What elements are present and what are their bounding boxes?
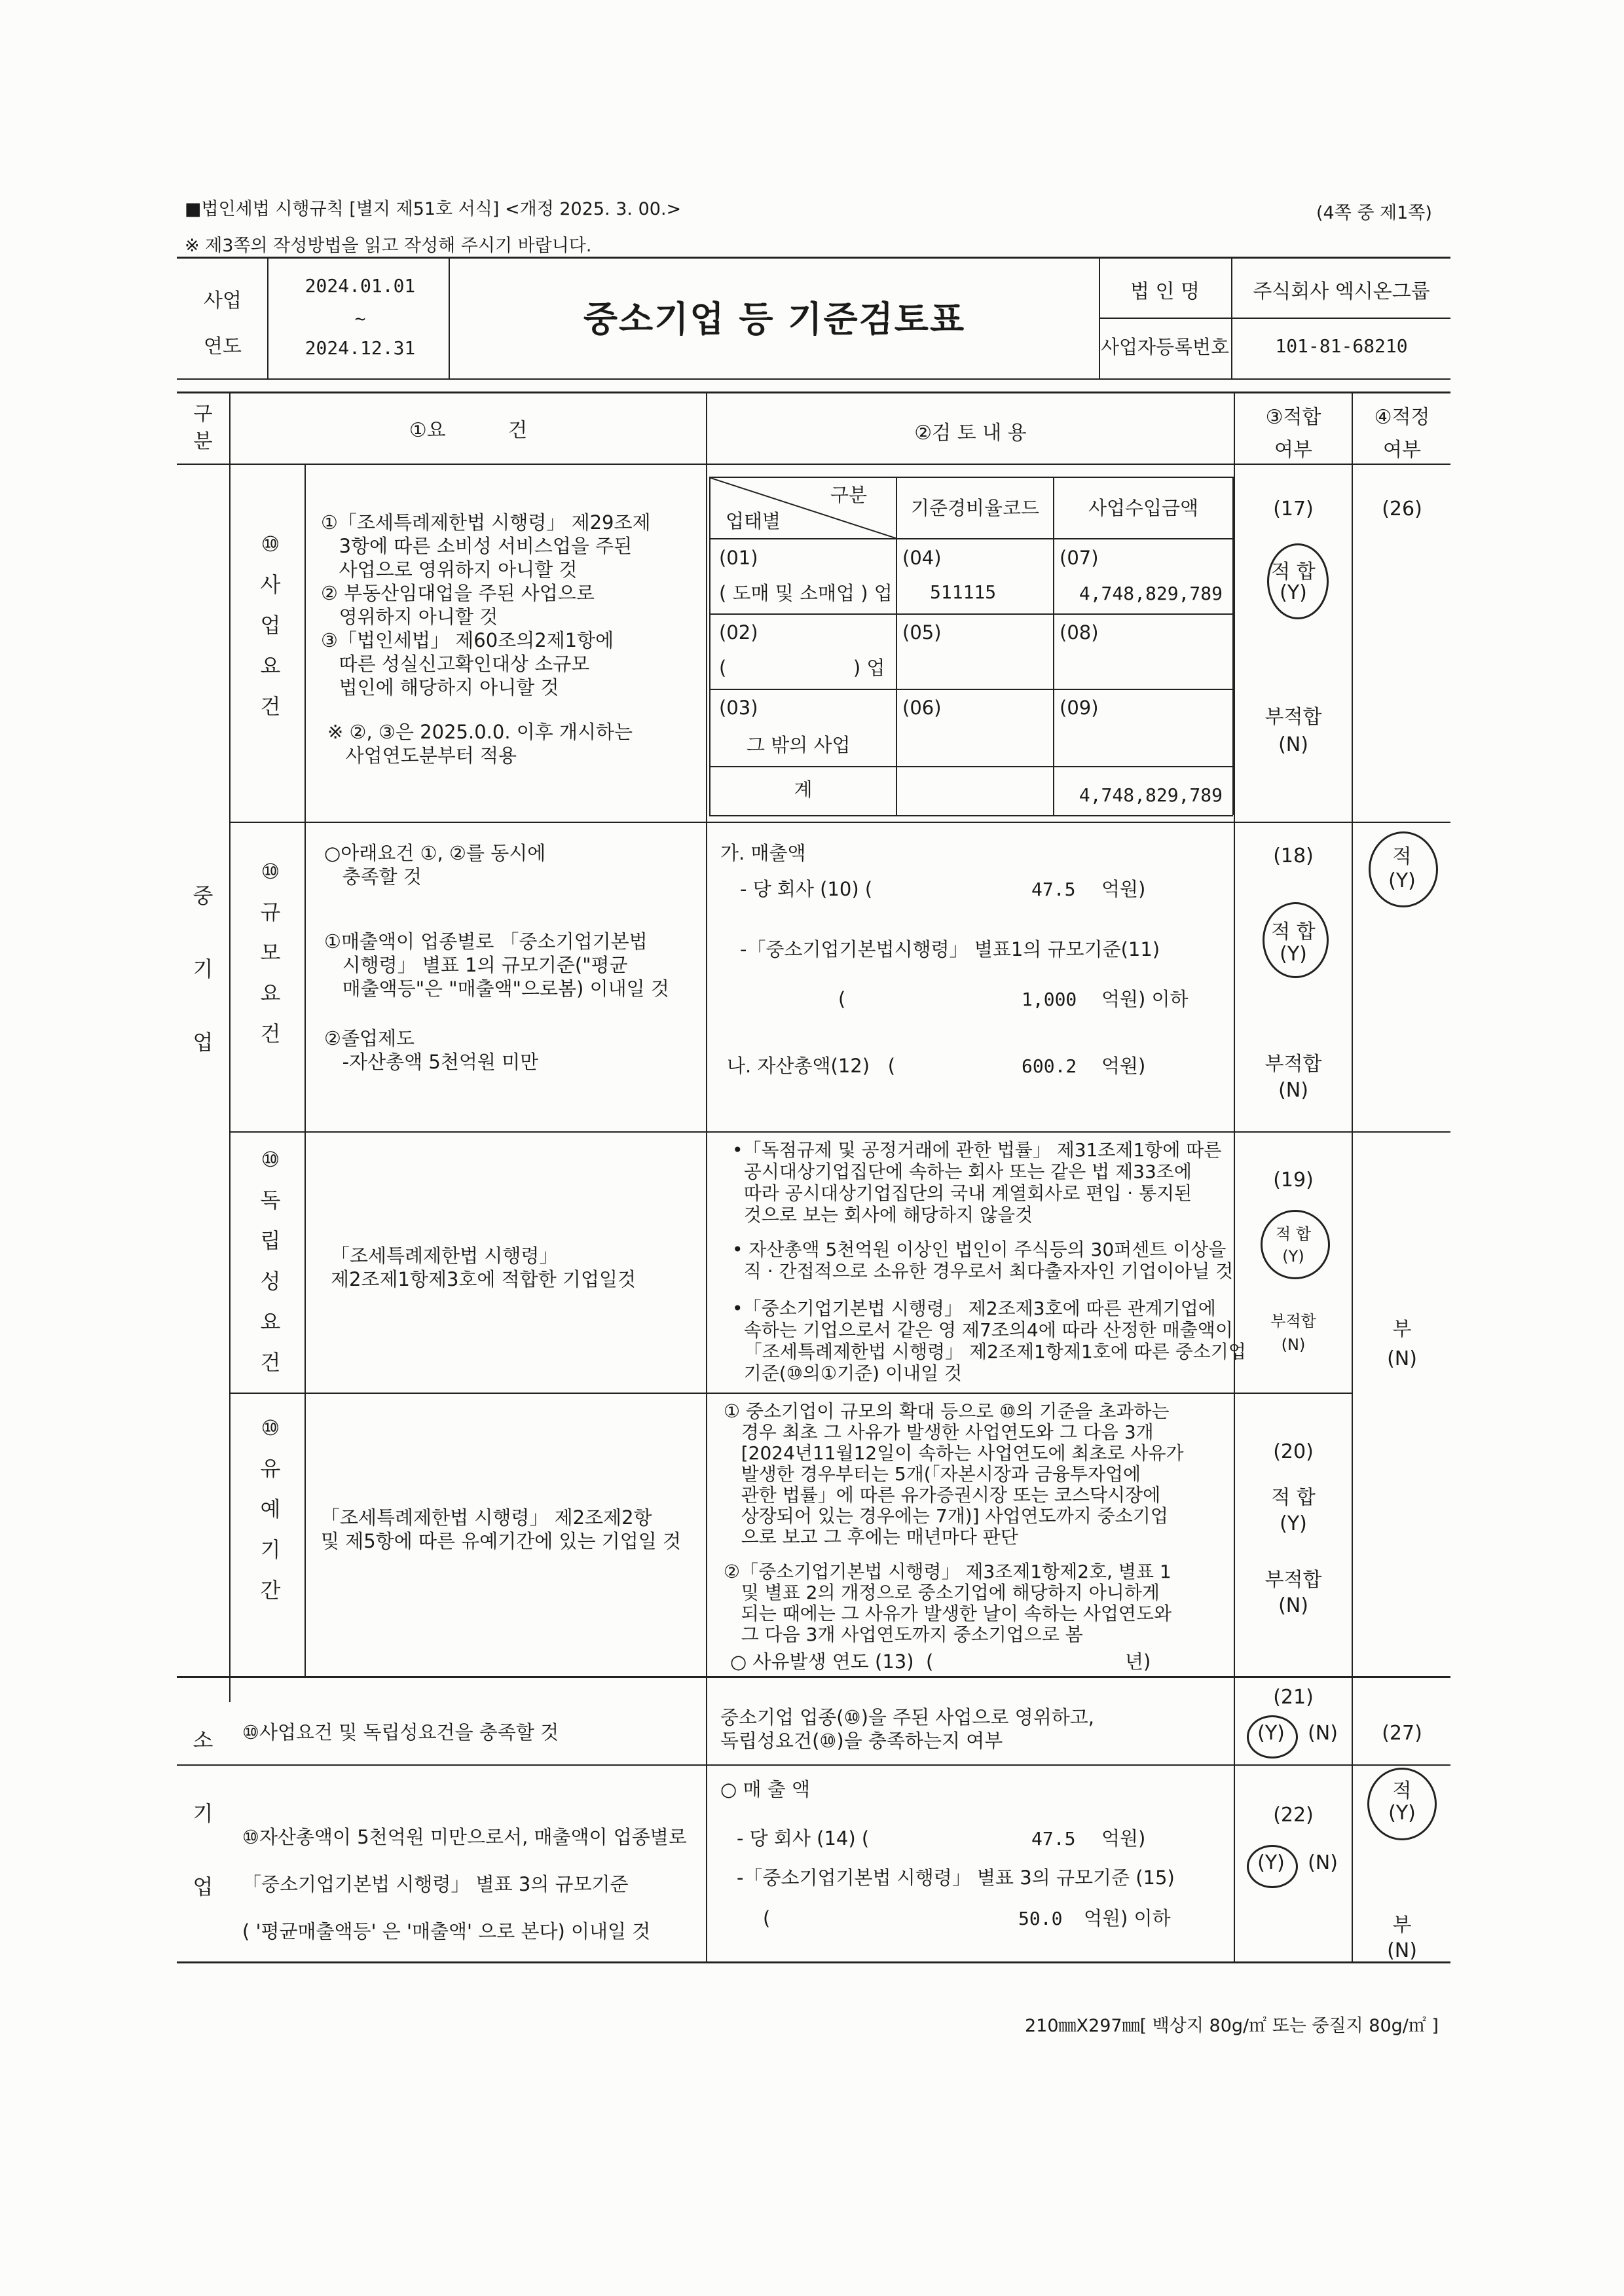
req-line: 시행령」 별표 1의 규모기준("평균 bbox=[324, 954, 628, 976]
corp-name-label: 법 인 명 bbox=[1130, 280, 1200, 303]
req-line: -자산총액 5천억원 미만 bbox=[324, 1051, 539, 1073]
row103-fit-y: (Y) bbox=[1282, 1247, 1304, 1266]
row101-fit-no: (17) bbox=[1273, 498, 1314, 520]
page-title: 중소기업 등 기준검토표 bbox=[583, 299, 966, 340]
instruction-note: ※ 제3쪽의 작성방법을 읽고 작성해 주시기 바랍니다. bbox=[185, 236, 592, 256]
row105-fit-n: (N) bbox=[1308, 1722, 1338, 1745]
rev-line: [2024년11월12일이 속하는 사업연도에 최초로 사유가 bbox=[724, 1442, 1184, 1464]
rev-line: 것으로 보는 회사에 해당하지 않을것 bbox=[732, 1204, 1033, 1226]
rev-line: 으로 보고 그 후에는 매년마다 판단 bbox=[724, 1526, 1018, 1548]
rev-line: ②「중소기업기본법 시행령」 제3조제1항제2호, 별표 1 bbox=[724, 1561, 1172, 1582]
row105-requirement: ⑩사업요건 및 독립성요건을 충족할 것 bbox=[242, 1721, 559, 1743]
row106-adequacy-y: (Y) bbox=[1388, 1802, 1416, 1825]
year-end: 2024.12.31 bbox=[304, 337, 416, 359]
rev-line: 기준(⑩의①기준) 이내일 것 bbox=[732, 1362, 963, 1384]
total-amount: 4,748,829,789 bbox=[1079, 784, 1223, 806]
r1-name: ( 도매 및 소매업 ) 업 bbox=[719, 582, 893, 604]
r3-name: 그 밖의 사업 bbox=[747, 734, 851, 756]
row102-fit-ok: 적 합 bbox=[1271, 920, 1316, 943]
rev-line: 「조세특례제한법 시행령」 제2조제1항제1호에 따른 중소기업 bbox=[732, 1341, 1246, 1362]
row102-rev-a1-unit: 억원) bbox=[1101, 878, 1146, 900]
req-line: ○아래요건 ①, ②를 동시에 bbox=[324, 842, 546, 864]
req-line: ③「법인세법」 제60조의2제1항에 bbox=[321, 629, 614, 651]
row103-fit-no: (19) bbox=[1273, 1169, 1314, 1192]
row104-rev-year: ○ 사유발생 연도 (13) ( bbox=[730, 1650, 934, 1673]
side-label-sme: 중 기 업 bbox=[193, 883, 213, 1055]
year-start: 2024.01.01 bbox=[304, 275, 416, 297]
row106-fit-n: (N) bbox=[1308, 1851, 1338, 1874]
row104-fit-ng: 부적합 bbox=[1264, 1569, 1322, 1592]
r2-code-no: (05) bbox=[902, 621, 942, 644]
row101-requirements bbox=[321, 511, 651, 699]
row102-rev-a2: -「중소기업기본법시행령」 별표1의 규모기준(11) bbox=[740, 938, 1160, 960]
row106-rev-a3-val: 50.0 bbox=[1018, 1908, 1063, 1929]
col-code-header: 기준경비율코드 bbox=[910, 497, 1040, 519]
req-line: ①「조세특례제한법 시행령」 제29조제 bbox=[321, 511, 651, 534]
row102-req-c bbox=[324, 1027, 538, 1074]
row103-adequacy-n: (N) bbox=[1387, 1347, 1417, 1370]
r3-code-no: (06) bbox=[902, 697, 942, 719]
rev-line: 발생한 경우부터는 5개(「자본시장과 금융투자업에 bbox=[724, 1463, 1141, 1485]
row103-fit-ng: 부적합 bbox=[1270, 1312, 1316, 1330]
row105-fit-y: (Y) bbox=[1257, 1722, 1285, 1745]
row101-fit-y: (Y) bbox=[1280, 581, 1307, 604]
row102-label: ⑩ 규 모 요 건 bbox=[260, 859, 281, 1046]
row102-fit-y: (Y) bbox=[1280, 943, 1307, 966]
r2-name: ( ) 업 bbox=[719, 657, 885, 679]
row106-rev-a: ○ 매 출 액 bbox=[720, 1778, 811, 1800]
row102-rev-b-val: 600.2 bbox=[1022, 1055, 1077, 1077]
req-line: 「중소기업기본법 시행령」 별표 3의 규모기준 bbox=[242, 1873, 629, 1895]
req-line: 「조세특례제한법 시행령」 bbox=[331, 1245, 559, 1267]
year-tilde: ~ bbox=[354, 308, 366, 329]
rev-line: 경우 최초 그 사유가 발생한 사업연도와 그 다음 3개 bbox=[724, 1421, 1154, 1443]
row101-fit-n: (N) bbox=[1278, 733, 1308, 756]
row103-review-1 bbox=[732, 1139, 1221, 1226]
row106-rev-a3-unit: 억원) 이하 bbox=[1084, 1907, 1171, 1929]
col-adequacy-a: ④적정 bbox=[1374, 406, 1430, 429]
row106-adequacy-ng: 부 bbox=[1392, 1914, 1412, 1937]
rev-line: • 자산총액 5천억원 이상인 법인이 주식등의 30퍼센트 이상을 bbox=[732, 1239, 1227, 1260]
row104-review-1 bbox=[724, 1401, 1184, 1548]
col-review: ②검 토 내 용 bbox=[914, 422, 1027, 445]
row103-fit-n: (N) bbox=[1281, 1336, 1306, 1354]
row105-review bbox=[720, 1705, 1094, 1753]
req-line: ( '평균매출액등' 은 '매출액' 으로 본다) 이내일 것 bbox=[242, 1920, 651, 1942]
row104-fit-no: (20) bbox=[1273, 1440, 1314, 1463]
col-requirement: ①요 건 bbox=[409, 419, 528, 442]
row102-rev-a: 가. 매출액 bbox=[720, 842, 806, 864]
row102-rev-a1: - 당 회사 (10) ( bbox=[740, 878, 873, 900]
row101-fit-ok: 적 합 bbox=[1271, 560, 1316, 583]
row103-fit-ok: 적 합 bbox=[1276, 1225, 1311, 1243]
req-line: 매출액등"은 "매출액"으로봄) 이내일 것 bbox=[324, 977, 669, 1000]
r1-code: 511115 bbox=[930, 581, 997, 603]
req-line: ②졸업제도 bbox=[324, 1027, 415, 1049]
row106-rev-a3: ( bbox=[763, 1907, 771, 1929]
rev-line: 독립성요건(⑩)을 충족하는지 여부 bbox=[720, 1730, 1003, 1752]
req-line: 및 제5항에 따른 유예기간에 있는 기업일 것 bbox=[321, 1530, 681, 1552]
req-line: 「조세특례제한법 시행령」 제2조제2항 bbox=[321, 1506, 652, 1529]
rev-line: 되는 때에는 그 사유가 발생한 날이 속하는 사업연도와 bbox=[724, 1603, 1172, 1624]
req-line: 충족할 것 bbox=[324, 866, 422, 888]
row105-adequacy-no: (27) bbox=[1382, 1722, 1422, 1745]
row104-fit-ok: 적 합 bbox=[1271, 1486, 1316, 1509]
req-line: ② 부동산임대업을 주된 사업으로 bbox=[321, 582, 595, 604]
row102-adequacy-ok: 적 bbox=[1392, 845, 1412, 868]
rev-line: 직 · 간접적으로 소유한 경우로서 최다출자자인 기업이아닐 것 bbox=[732, 1260, 1234, 1282]
rev-line: 따라 공시대상기업집단의 국내 계열회사로 편입 · 통지된 bbox=[732, 1182, 1192, 1204]
col-adequacy-b: 여부 bbox=[1383, 439, 1421, 462]
row102-fit-no: (18) bbox=[1273, 845, 1314, 867]
rev-line: ① 중소기업이 규모의 확대 등으로 ⑩의 기준을 초과하는 bbox=[724, 1400, 1170, 1422]
rev-line: 관한 법률」에 따른 유가증권시장 또는 코스닥시장에 bbox=[724, 1484, 1161, 1506]
rev-line: 상장되어 있는 경우에는 7개)] 사업연도까지 중소기업 bbox=[724, 1505, 1168, 1527]
req-line: 영위하지 아니할 것 bbox=[321, 606, 498, 628]
r3-amt-no: (09) bbox=[1060, 697, 1099, 719]
row106-requirements bbox=[242, 1813, 687, 1955]
r2-amt-no: (08) bbox=[1060, 621, 1099, 644]
row104-rev-year-unit: 년) bbox=[1125, 1650, 1151, 1673]
row102-rev-b: 나. 자산총액(12) ( bbox=[727, 1055, 896, 1077]
business-year-label: 사업 연도 bbox=[204, 289, 242, 358]
rev-line: 속하는 기업으로서 같은 영 제7조의4에 따라 산정한 매출액이 bbox=[732, 1319, 1233, 1341]
row101-fit-ng: 부적합 bbox=[1264, 706, 1322, 729]
row104-label: ⑩ 유 예 기 간 bbox=[260, 1415, 281, 1603]
r2-no: (02) bbox=[719, 621, 758, 644]
row102-fit-n: (N) bbox=[1278, 1079, 1308, 1102]
row102-adequacy-y: (Y) bbox=[1388, 869, 1416, 892]
row102-rev-a3: ( bbox=[838, 988, 846, 1010]
r1-amt-no: (07) bbox=[1060, 547, 1099, 569]
corner-bottom: 업태별 bbox=[726, 510, 781, 532]
req-line: 제2조제1항제3호에 적합한 기업일것 bbox=[331, 1268, 636, 1290]
row104-fit-n: (N) bbox=[1278, 1594, 1308, 1617]
row103-requirements bbox=[331, 1244, 636, 1291]
row103-label: ⑩ 독 립 성 요 건 bbox=[260, 1147, 281, 1375]
row102-req-b bbox=[324, 930, 669, 1000]
row102-rev-b-unit: 억원) bbox=[1101, 1055, 1146, 1077]
row106-adequacy-ok: 적 bbox=[1392, 1779, 1412, 1802]
paper-spec-footer: 210㎜X297㎜[ 백상지 80g/㎡ 또는 중질지 80g/㎡ ] bbox=[1025, 2016, 1439, 2036]
row102-fit-ng: 부적합 bbox=[1264, 1053, 1322, 1076]
row102-rev-a1-val: 47.5 bbox=[1031, 879, 1076, 900]
row104-requirements bbox=[321, 1506, 681, 1553]
note-line: 사업연도분부터 적용 bbox=[327, 744, 517, 767]
rev-line: 공시대상기업집단에 속하는 회사 또는 같은 법 제33조에 bbox=[732, 1161, 1192, 1182]
row106-fit-no: (22) bbox=[1273, 1804, 1314, 1827]
row104-fit-y: (Y) bbox=[1280, 1512, 1307, 1535]
row106-rev-a2: -「중소기업기본법 시행령」 별표 3의 규모기준 (15) bbox=[737, 1867, 1175, 1889]
col-amount-header: 사업수입금액 bbox=[1088, 497, 1199, 519]
form-reference: ■법인세법 시행규칙 [별지 제51호 서식] <개정 2025. 3. 00.> bbox=[185, 199, 682, 219]
corner-top: 구분 bbox=[830, 484, 868, 506]
req-line: 3항에 따른 소비성 서비스업을 주된 bbox=[321, 535, 633, 557]
row103-review-2 bbox=[732, 1239, 1233, 1282]
row103-adequacy-ng: 부 bbox=[1392, 1318, 1412, 1341]
row102-rev-a3-val: 1,000 bbox=[1022, 989, 1077, 1010]
rev-line: 및 별표 2의 개정으로 중소기업에 해당하지 아니하게 bbox=[724, 1582, 1160, 1603]
row104-review-2 bbox=[724, 1561, 1172, 1645]
rev-line: 그 다음 3개 사업연도까지 중소기업으로 봄 bbox=[724, 1624, 1083, 1645]
row101-adequacy-no: (26) bbox=[1382, 498, 1422, 520]
row101-label: ⑩ 사 업 요 건 bbox=[260, 532, 281, 719]
total-label: 계 bbox=[794, 778, 813, 801]
row106-rev-a1: - 당 회사 (14) ( bbox=[737, 1827, 870, 1850]
r3-no: (03) bbox=[719, 697, 758, 719]
rev-line: •「중소기업기본법 시행령」 제2조제3호에 따른 관계기업에 bbox=[732, 1298, 1216, 1319]
r1-amount: 4,748,829,789 bbox=[1079, 583, 1223, 604]
corp-name: 주식회사 엑시온그룹 bbox=[1253, 280, 1430, 303]
row102-req-a bbox=[324, 841, 545, 888]
note-line: ※ ②, ③은 2025.0.0. 이후 개시하는 bbox=[327, 721, 633, 743]
rev-line: 중소기업 업종(⑩)을 주된 사업으로 영위하고, bbox=[720, 1706, 1094, 1728]
row102-rev-a3-unit: 억원) 이하 bbox=[1101, 988, 1189, 1010]
side-label-small: 소 기 업 bbox=[193, 1728, 213, 1899]
row106-fit-y: (Y) bbox=[1257, 1851, 1285, 1874]
col-gubun: 구 분 bbox=[193, 403, 213, 453]
req-line: 따른 성실신고확인대상 소규모 bbox=[321, 653, 590, 675]
row106-rev-a1-val: 47.5 bbox=[1031, 1828, 1076, 1850]
row105-fit-no: (21) bbox=[1273, 1686, 1314, 1709]
r1-code-no: (04) bbox=[902, 547, 942, 569]
col-fit-a: ③적합 bbox=[1265, 406, 1321, 429]
row106-adequacy-n: (N) bbox=[1387, 1939, 1417, 1962]
reg-no: 101-81-68210 bbox=[1275, 335, 1408, 357]
req-line: 법인에 해당하지 아니할 것 bbox=[321, 676, 559, 699]
page-info: (4쪽 중 제1쪽) bbox=[1316, 203, 1432, 223]
selected-circle bbox=[1261, 1210, 1330, 1279]
row106-rev-a1-unit: 억원) bbox=[1101, 1827, 1146, 1850]
row101-note bbox=[327, 720, 633, 767]
rev-line: •「독점규제 및 공정거래에 관한 법률」 제31조제1항에 따른 bbox=[732, 1139, 1222, 1161]
reg-no-label: 사업자등록번호 bbox=[1100, 336, 1230, 358]
req-line: 사업으로 영위하지 아니할 것 bbox=[321, 558, 578, 581]
col-fit-b: 여부 bbox=[1274, 439, 1312, 462]
req-line: ①매출액이 업종별로 「중소기업기본법 bbox=[324, 930, 648, 953]
req-line: ⑩자산총액이 5천억원 미만으로서, 매출액이 업종별로 bbox=[242, 1826, 687, 1848]
row103-review-3 bbox=[732, 1298, 1246, 1384]
r1-no: (01) bbox=[719, 547, 758, 569]
